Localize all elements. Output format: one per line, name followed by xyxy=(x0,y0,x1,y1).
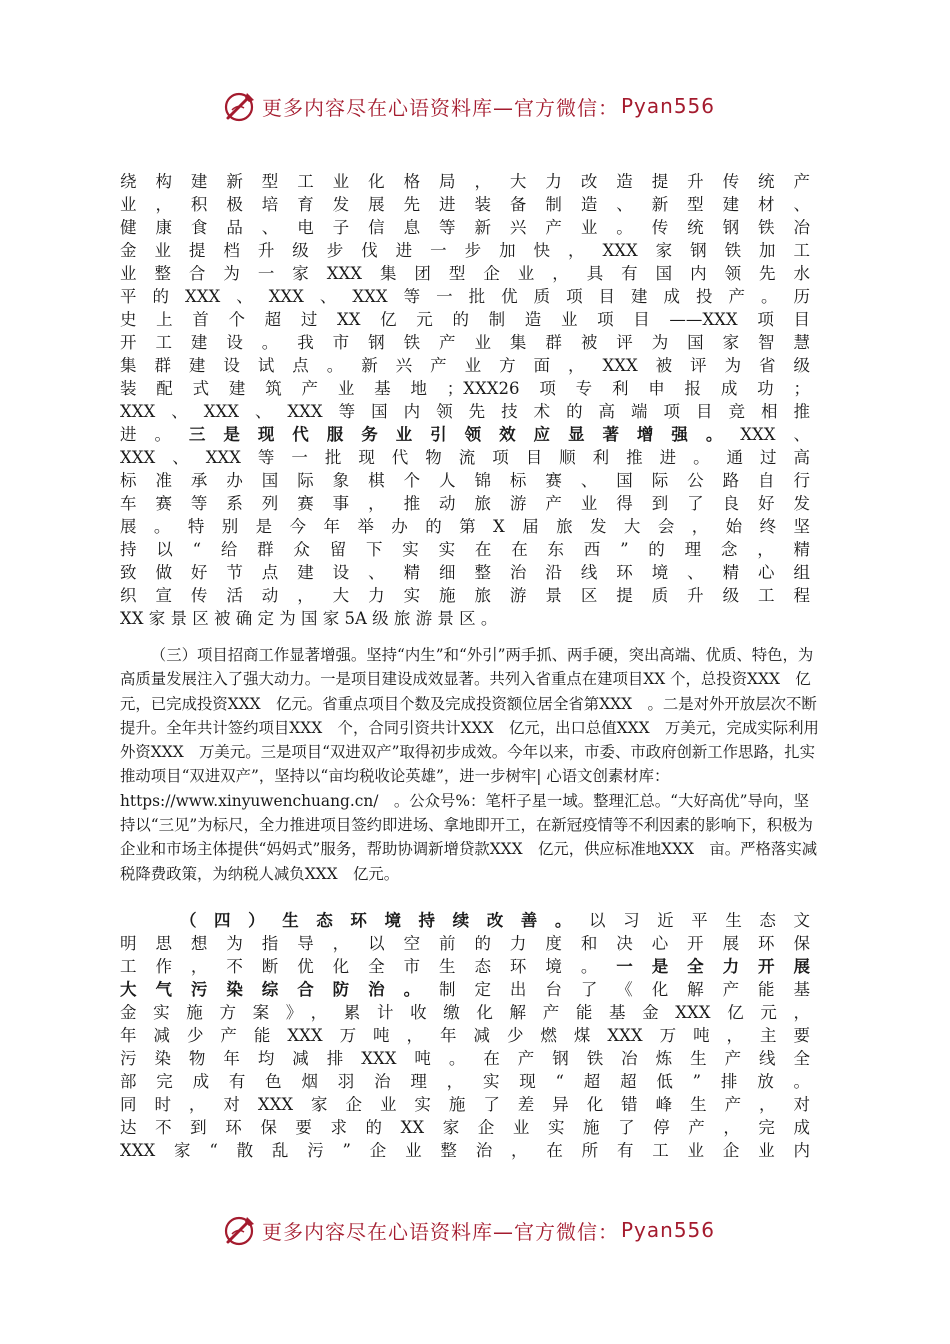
text-line: 装配式建筑产业基地；XXX26项专利申报成功； xyxy=(120,379,810,398)
text-line: 绕构建新型工业化格局，大力改造提升传统产 xyxy=(120,172,810,191)
text-line xyxy=(120,909,810,932)
text-line: 业整合为一家XXX集团型企业，具有国内领先水 xyxy=(120,264,810,283)
text-line: 集群建设试点。新兴产业方面，XXX被评为省级 xyxy=(120,356,810,375)
text-line: 车赛等系列赛事，推动旅游产业得到了良好发 xyxy=(120,494,810,513)
services-heading: 三是现代服务业引领效应显著增强。 xyxy=(188,425,741,444)
investment-paragraph xyxy=(120,643,822,886)
text-line: 业，积极培育发展先进装备制造、新型建材、 xyxy=(120,195,810,214)
text-line: 年减少产能XXX万吨，年减少燃煤XXX万吨，主要 xyxy=(120,1026,810,1045)
text-line xyxy=(120,955,810,978)
text-line: 污染物年均减排XXX吨。在产钢铁冶炼生产线全 xyxy=(120,1049,810,1068)
text-line: 明思想为指导，以空前的力度和决心开展环保 xyxy=(120,934,810,953)
text-run: 工作，不断优化全市生态环境。 xyxy=(120,957,617,976)
text-line: XX 家 景 区 被 确 定 为 国 家 5A 级 旅 游 景 区 。 xyxy=(120,609,498,628)
text-line: 标准承办国际象棋个人锦标赛、国际公路自行 xyxy=(120,471,810,490)
text-line: 平的XXX、XXX、XXX等一批优质项目建成投产。历 xyxy=(120,287,810,306)
text-line: 开工建设。我市钢铁产业集群被评为国家智慧 xyxy=(120,333,810,352)
text-line: 史上首个超过XX亿元的制造业项目——XXX项目 xyxy=(120,310,810,329)
text-line xyxy=(120,423,810,446)
ecology-paragraph xyxy=(120,909,810,1162)
text-line: XXX、XXX等一批现代物流项目顺利推进。通过高 xyxy=(120,448,810,467)
ecology-subheading: 大气污染综合防治。 xyxy=(120,980,440,999)
pen-logo-icon xyxy=(222,88,258,124)
text-line: 金业提档升级步伐进一步加快，XXX家钢铁加工 xyxy=(120,241,810,260)
text-line: 健康食品、电子信息等新兴产业。传统钢铁冶 xyxy=(120,218,810,237)
banner-text: 更多内容尽在心语资料库—官方微信： xyxy=(262,95,619,120)
indent xyxy=(120,911,188,930)
footer-banner xyxy=(222,1208,742,1252)
text-run: 进。 xyxy=(120,425,189,444)
ecology-heading: （四）生态环境持续改善。 xyxy=(188,911,589,930)
text-line: 达不到环保要求的XX家企业实施了停产，完成 xyxy=(120,1118,810,1137)
text-line: 部完成有色烟羽治理，实现“超超低”排放。 xyxy=(120,1072,810,1091)
text-line: XXX家“散乱污”企业整治，在所有工业企业内 xyxy=(120,1141,810,1160)
text-line: XXX、XXX、XXX等国内领先技术的高端项目竞相推 xyxy=(120,402,810,421)
text-line: 致做好节点建设、精细整治沿线环境、精心组 xyxy=(120,563,810,582)
text-line: 展。特别是今年举办的第X届旅发大会，始终坚 xyxy=(120,517,810,536)
text-line: 金实施方案》，累计收缴化解产能基金XXX亿元， xyxy=(120,1003,810,1022)
ecology-subheading: 一是全力开展 xyxy=(616,957,811,976)
header-banner xyxy=(222,84,742,128)
text-line: 持以“给群众留下实实在在东西”的理念，精 xyxy=(120,540,810,559)
pen-logo-icon xyxy=(222,1212,258,1248)
text-line: 织宣传活动，大力实施旅游景区提质升级工程 xyxy=(120,586,810,605)
wechat-id: Pyan556 xyxy=(621,94,716,118)
investment-text: （三）项目招商工作显著增强。坚持“内生”和“外引”两手抓、两手硬，突出高端、优质、特色，为高质量发展注入了强大动力。一是项目建设成效显著。共列入省重点在建项目XX 个，总投资XXX 亿元，已完成投资XXX 亿元。省重点项目个数及完成投资额位居全省第XXX 。二是对外开放层次不断提升。全年共计签约项目XXX 个，合同引资共计XXX 亿元，出口总值XXX 万美元，完成实际利用外资XXX 万美元。三是项目“双进双产”取得初步成效。今年以来，市委、市政府创新工作思路，扎实推动项目“双进双产”，坚持以“亩均税收论英雄”，进一步树牢| 心语文创素材库：https://www.xinyuwenchuang.cn/ 。公众号%：笔杆子星一域。整理汇总。“大好高优”导向，坚持以“三见”为标尺，全力推进项目签约即进场、拿地即开工，在新冠疫情等不利因素的影响下，积极为企业和市场主体提供“妈妈式”服务，帮助协调新增贷款XXX 亿元，供应标准地XXX 亩。严格落实减税降费政策，为纳税人减负XXX 亿元。 xyxy=(120,646,819,883)
wechat-id: Pyan556 xyxy=(621,1218,716,1242)
text-line xyxy=(120,978,810,1001)
text-line: 同时，对XXX家企业实施了差异化错峰生产，对 xyxy=(120,1095,810,1114)
text-run: 以习近平生态文 xyxy=(589,911,811,930)
banner-text: 更多内容尽在心语资料库—官方微信： xyxy=(262,1219,619,1244)
industry-paragraph xyxy=(120,170,810,630)
text-run: 制定出台了《化解产能基 xyxy=(439,980,811,999)
text-run: XXX、 xyxy=(740,425,810,444)
